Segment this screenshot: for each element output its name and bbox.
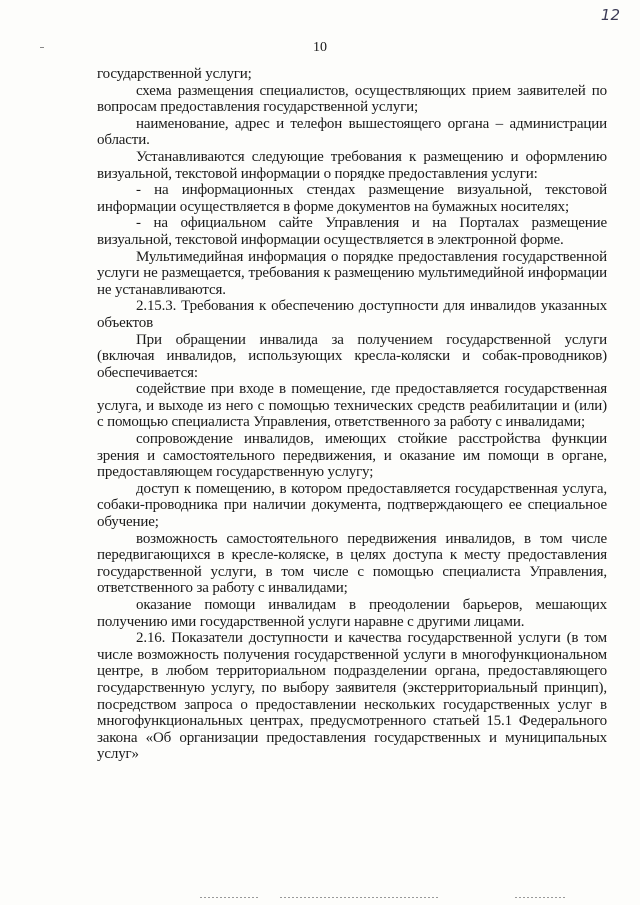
paragraph: оказание помощи инвалидам в преодолении барьеров, мешающих получению ими государственной услуги наравне с другими лицами. [97,597,607,630]
paragraph: При обращении инвалида за получением государственной услуги (включая инвалидов, использующих кресла-коляски и собак-проводников) обеспечивается: [97,331,607,381]
paragraph: Устанавливаются следующие требования к размещению и оформлению визуальной, текстовой информации о порядке предоставления услуги: [97,148,607,182]
paragraph: сопровождение инвалидов, имеющих стойкие расстройства функции зрения и самостоятельного передвижения, и оказание им помощи в органе, предоставляющем государственную услугу; [97,431,607,481]
paragraph: государственной услуги; [97,66,252,82]
scan-artifact [200,897,260,898]
handwritten-page-mark: 12 [600,6,620,24]
paragraph: схема размещения специалистов, осуществляющих прием заявителей по вопросам предоставления государственной услуги; [97,82,607,116]
paragraph: - на информационных стендах размещение визуальной, текстовой информации осуществляется в форме документов на бумажных носителях; [97,182,607,215]
document-body [97,66,607,763]
scan-artifact [280,897,440,898]
paragraph: содействие при входе в помещение, где предоставляется государственная услуга, и выходе из него с помощью технических средств реабилитации и (или) с помощью специалиста Управления, ответственного за работу с инвалидами; [97,381,607,431]
paragraph: Мультимедийная информация о порядке предоставления государственной услуги не размещается, требования к размещению мультимедийной информации не устанавливаются. [97,248,607,298]
paragraph: возможность самостоятельного передвижения инвалидов, в том числе передвигающихся в кресле-коляске, в целях доступа к месту предоставления государственной услуги, в том числе с помощью специалиста Управления, ответственного за работу с инвалидами; [97,530,607,597]
scan-artifact [515,897,565,898]
paragraph: - на официальном сайте Управления и на Порталах размещение визуальной, текстовой информации осуществляется в электронной форме. [97,215,607,248]
page-number: 10 [313,40,327,55]
section-heading: 2.16. Показатели доступности и качества государственной услуги (в том числе возможность получения государственной услуги в многофункциональном центре, в любом территориальном подразделении органа, предоставляющего государственную услугу, по выбору заявителя (экстерриториальный принцип), посредством запроса о предоставлении нескольких государственных услуг в многофункциональных центрах, предусмотренного статьей 15.1 Федерального закона «Об организации предоставления государственных и муниципальных услуг» [97,630,607,763]
section-heading: 2.15.3. Требования к обеспечению доступности для инвалидов указанных объектов [97,298,607,331]
paragraph: доступ к помещению, в котором предоставляется государственная услуга, собаки-проводника при наличии документа, подтверждающего ее специальное обучение; [97,480,607,531]
paragraph: наименование, адрес и телефон вышестоящего органа – администрации области. [97,115,607,149]
